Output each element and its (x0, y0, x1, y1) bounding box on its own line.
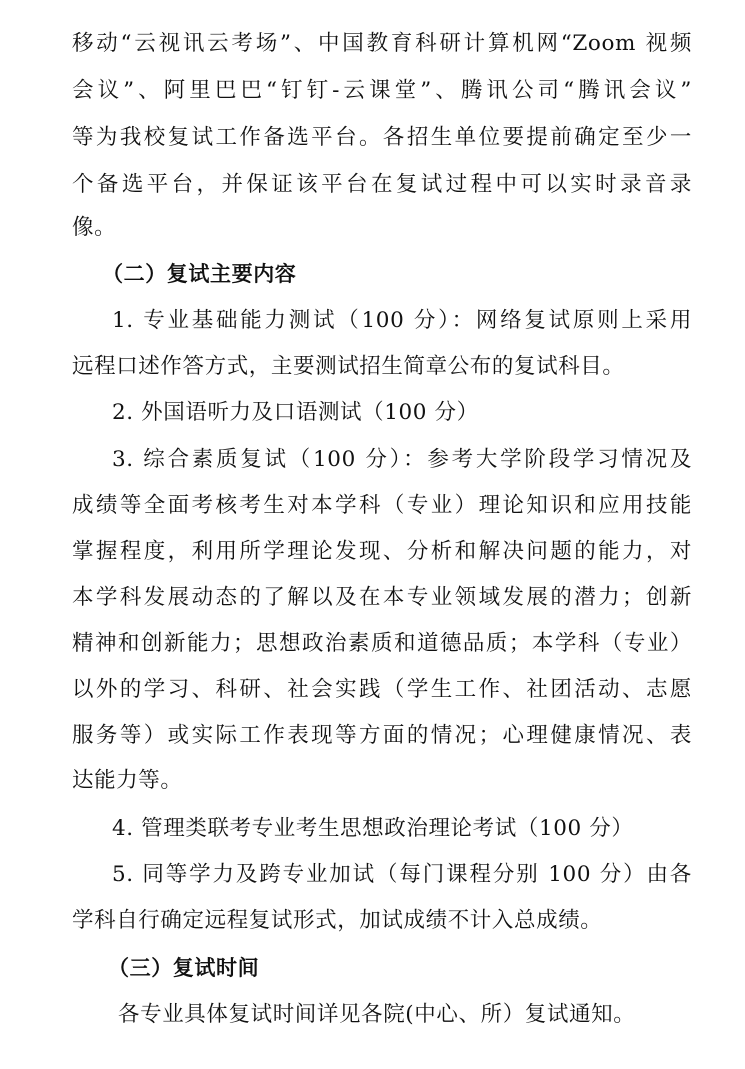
list-item-line: 成绩等全面考核考生对本学科（专业）理论知识和应用技能 (72, 493, 692, 518)
paragraph-line: 移动“云视讯云考场”、中国教育科研计算机网“Zoom 视频 (72, 31, 692, 56)
list-item-line: 1. 专业基础能力测试（100 分）：网络复试原则上采用 (112, 308, 692, 333)
paragraph-line: 会议”、阿里巴巴“钉钉-云课堂”、腾讯公司“腾讯会议” (72, 78, 692, 103)
list-item-line: 学科自行确定远程复试形式，加试成绩不计入总成绩。 (72, 908, 603, 933)
list-item-line: 2. 外国语听力及口语测试（100 分） (112, 400, 479, 425)
section-heading: （二）复试主要内容 (102, 262, 297, 286)
paragraph-line: 像。 (72, 215, 117, 240)
list-item-line: 以外的学习、科研、社会实践（学生工作、社团活动、志愿 (72, 677, 692, 702)
list-item-line: 达能力等。 (72, 768, 183, 793)
list-item-line: 4. 管理类联考专业考生思想政治理论考试（100 分） (112, 816, 634, 841)
list-item-line: 3. 综合素质复试（100 分）：参考大学阶段学习情况及 (112, 447, 692, 472)
paragraph-line: 个备选平台，并保证该平台在复试过程中可以实时录音录 (72, 172, 692, 197)
list-item-line: 远程口述作答方式，主要测试招生简章公布的复试科目。 (72, 354, 625, 379)
list-item-line: 本学科发展动态的了解以及在本专业领域发展的潜力；创新 (72, 585, 692, 610)
paragraph-line: 等为我校复试工作备选平台。各招生单位要提前确定至少一 (72, 125, 692, 150)
paragraph-line: 各专业具体复试时间详见各院(中心、所）复试通知。 (118, 1002, 636, 1027)
list-item-line: 5. 同等学力及跨专业加试（每门课程分别 100 分）由各 (112, 862, 692, 887)
list-item-line: 精神和创新能力；思想政治素质和道德品质；本学科（专业） (72, 631, 692, 656)
section-heading: （三）复试时间 (108, 956, 260, 980)
list-item-line: 掌握程度，利用所学理论发现、分析和解决问题的能力，对 (72, 539, 692, 564)
list-item-line: 服务等）或实际工作表现等方面的情况；心理健康情况、表 (72, 723, 692, 748)
